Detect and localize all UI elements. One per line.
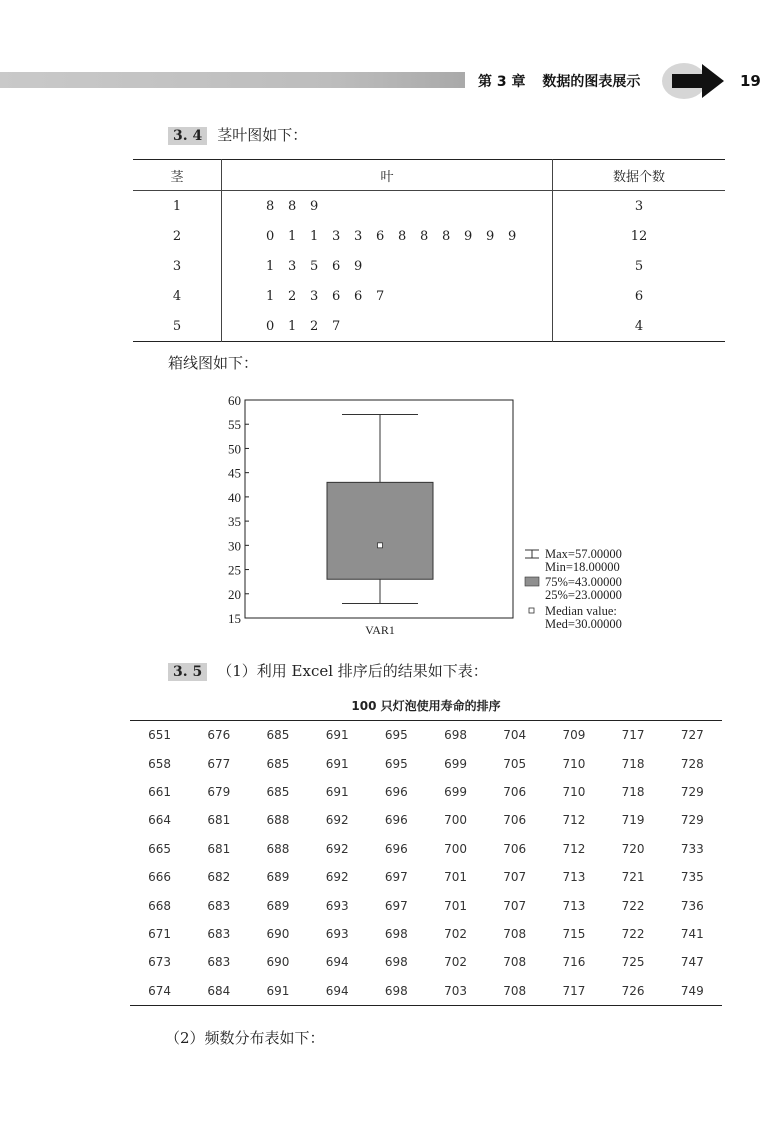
count-cell: 5 <box>553 251 726 281</box>
section-text: （1）利用 Excel 排序后的结果如下表： <box>217 662 488 680</box>
table-cell: 664 <box>148 813 172 828</box>
table-cell: 695 <box>384 756 408 771</box>
table-cell: 651 <box>148 728 172 743</box>
table-cell: 693 <box>325 898 349 913</box>
table-cell: 690 <box>266 926 290 941</box>
table-cell: 715 <box>562 926 586 941</box>
table-cell: 727 <box>680 728 704 743</box>
legend-label: 75%=43.00000 <box>545 575 622 589</box>
column-header-stem: 茎 <box>133 160 222 191</box>
leaf-digit: 9 <box>464 228 473 244</box>
table-cell: 698 <box>444 728 467 743</box>
leaf-digit: 6 <box>332 288 341 304</box>
stem-cell: 2 <box>133 221 222 251</box>
leaf-digit: 8 <box>288 198 297 214</box>
y-tick-label: 55 <box>228 417 241 433</box>
table-row <box>130 806 722 834</box>
table-cell: 716 <box>562 955 586 970</box>
leaf-cell <box>222 191 553 222</box>
table-row <box>130 920 722 948</box>
table-cell: 706 <box>503 813 527 828</box>
box-plot-chart <box>215 390 655 650</box>
leaf-cell <box>222 251 553 281</box>
table-cell: 702 <box>444 926 467 941</box>
table-cell: 673 <box>148 955 172 970</box>
table-cell: 683 <box>207 926 231 941</box>
table-cell: 718 <box>621 784 645 799</box>
x-category-label: VAR1 <box>365 623 395 637</box>
table-cell: 696 <box>384 784 408 799</box>
table-cell: 698 <box>384 983 408 998</box>
table-cell: 689 <box>266 898 290 913</box>
legend-median-icon <box>529 608 534 613</box>
table-cell: 729 <box>680 784 704 799</box>
section-text: 茎叶图如下： <box>217 126 308 144</box>
table-cell: 719 <box>621 813 645 828</box>
table-cell: 699 <box>444 784 467 799</box>
table-cell: 708 <box>503 955 527 970</box>
section-number: 3. 5 <box>168 663 207 681</box>
legend-label: Max=57.00000 <box>545 547 622 561</box>
table-cell: 713 <box>562 898 586 913</box>
table-cell: 710 <box>562 756 586 771</box>
leaf-digit: 0 <box>266 228 275 244</box>
table-cell: 679 <box>207 784 231 799</box>
table-cell: 701 <box>444 898 467 913</box>
count-cell: 12 <box>553 221 726 251</box>
table-cell: 693 <box>325 926 349 941</box>
count-cell: 6 <box>553 281 726 311</box>
leaf-cell <box>222 311 553 342</box>
table-cell: 692 <box>325 841 349 856</box>
leaf-digit: 2 <box>310 318 319 334</box>
leaf-digit: 8 <box>442 228 451 244</box>
table-cell: 736 <box>680 898 704 913</box>
y-tick-label: 50 <box>228 441 241 457</box>
table-cell: 691 <box>325 728 349 743</box>
table-cell: 717 <box>621 728 645 743</box>
table-cell: 683 <box>207 898 231 913</box>
table-row <box>133 191 725 222</box>
stem-leaf-header-row <box>133 160 725 191</box>
y-tick-label: 35 <box>228 514 241 530</box>
table-cell: 705 <box>503 756 527 771</box>
chapter-title: 数据的图表展示 <box>542 74 641 90</box>
table-cell: 668 <box>148 898 172 913</box>
table-cell: 689 <box>266 870 290 885</box>
table-cell: 749 <box>680 983 704 998</box>
table-row <box>130 977 722 1006</box>
leaf-digit: 0 <box>266 318 275 334</box>
leaf-digit: 8 <box>420 228 429 244</box>
stem-cell: 3 <box>133 251 222 281</box>
table-cell: 695 <box>384 728 408 743</box>
table-cell: 741 <box>680 926 704 941</box>
table-cell: 685 <box>266 728 290 743</box>
leaf-digit: 1 <box>288 318 297 334</box>
lifetime-table <box>130 720 722 1006</box>
table-cell: 696 <box>384 813 408 828</box>
leaf-cell <box>222 221 553 251</box>
y-tick-label: 60 <box>228 393 241 408</box>
table-cell: 729 <box>680 813 704 828</box>
leaf-digit: 7 <box>376 288 385 304</box>
leaf-digit: 3 <box>332 228 341 244</box>
table-cell: 699 <box>444 756 467 771</box>
table-row <box>133 251 725 281</box>
leaf-digit: 6 <box>332 258 341 274</box>
leaf-digit: 2 <box>288 288 297 304</box>
table-cell: 681 <box>207 841 231 856</box>
leaf-digit: 1 <box>266 288 275 304</box>
section-3-5-part2: （2）频数分布表如下： <box>165 1029 325 1047</box>
y-tick-label: 40 <box>228 489 241 505</box>
legend-label: Med=30.00000 <box>545 617 622 631</box>
stem-cell: 5 <box>133 311 222 342</box>
table-cell: 665 <box>148 841 172 856</box>
leaf-digit: 9 <box>310 198 319 214</box>
header-bar <box>0 72 470 88</box>
table-cell: 692 <box>325 813 349 828</box>
table-cell: 658 <box>148 756 172 771</box>
table-cell: 733 <box>680 841 704 856</box>
table-cell: 702 <box>444 955 467 970</box>
leaf-digit: 6 <box>376 228 385 244</box>
table-cell: 671 <box>148 926 172 941</box>
table-cell: 698 <box>384 955 408 970</box>
legend-label: 25%=23.00000 <box>545 588 622 602</box>
table-cell: 706 <box>503 784 527 799</box>
table-cell: 717 <box>562 983 586 998</box>
table-row <box>130 891 722 919</box>
y-tick-label: 30 <box>228 538 241 554</box>
table-cell: 691 <box>266 983 290 998</box>
table-cell: 709 <box>562 728 586 743</box>
table-row <box>133 281 725 311</box>
stem-leaf-table <box>133 159 725 342</box>
table-cell: 721 <box>621 870 645 885</box>
leaf-digit: 1 <box>288 228 297 244</box>
table-cell: 697 <box>384 898 408 913</box>
table-row <box>130 948 722 976</box>
table-cell: 708 <box>503 926 527 941</box>
iqr-box <box>327 482 433 579</box>
table-cell: 690 <box>266 955 290 970</box>
page-number: 19 <box>740 72 761 90</box>
leaf-digit: 3 <box>310 288 319 304</box>
table-cell: 696 <box>384 841 408 856</box>
leaf-digit: 5 <box>310 258 319 274</box>
table-cell: 682 <box>207 870 231 885</box>
leaf-digit: 9 <box>486 228 495 244</box>
table-cell: 683 <box>207 955 231 970</box>
leaf-digit: 8 <box>266 198 275 214</box>
leaf-digit: 3 <box>288 258 297 274</box>
table-row <box>133 221 725 251</box>
boxplot-caption: 箱线图如下： <box>168 354 259 372</box>
section-3-5-heading <box>168 660 488 681</box>
table-cell: 684 <box>207 983 231 998</box>
table-cell: 661 <box>148 784 172 799</box>
table-cell: 707 <box>503 898 527 913</box>
y-tick-label: 20 <box>228 586 241 602</box>
column-header-count: 数据个数 <box>553 160 726 191</box>
table-cell: 697 <box>384 870 408 885</box>
table-cell: 701 <box>444 870 467 885</box>
table-cell: 704 <box>503 728 527 743</box>
table-cell: 726 <box>621 983 645 998</box>
leaf-digit: 1 <box>266 258 275 274</box>
table-row <box>130 778 722 806</box>
table-row <box>130 863 722 891</box>
table-cell: 698 <box>384 926 408 941</box>
leaf-digit: 1 <box>310 228 319 244</box>
leaf-digit: 3 <box>354 228 363 244</box>
table-cell: 722 <box>621 926 645 941</box>
table-cell: 725 <box>621 955 645 970</box>
table-cell: 713 <box>562 870 586 885</box>
table-cell: 706 <box>503 841 527 856</box>
table-row <box>130 835 722 863</box>
table-row <box>130 721 722 750</box>
leaf-digit: 9 <box>354 258 363 274</box>
table-cell: 694 <box>325 955 349 970</box>
table-cell: 694 <box>325 983 349 998</box>
table-cell: 703 <box>444 983 467 998</box>
section-3-4-heading <box>168 124 307 145</box>
legend-label: Min=18.00000 <box>545 560 620 574</box>
table-cell: 708 <box>503 983 527 998</box>
median-marker <box>378 543 383 548</box>
table-cell: 747 <box>680 955 704 970</box>
table-cell: 691 <box>325 756 349 771</box>
leaf-digit: 7 <box>332 318 341 334</box>
table-cell: 728 <box>680 756 704 771</box>
chapter-label: 第 3 章 <box>478 74 526 90</box>
table-cell: 692 <box>325 870 349 885</box>
table-row <box>130 749 722 777</box>
stem-cell: 1 <box>133 191 222 222</box>
table-cell: 676 <box>207 728 231 743</box>
table-cell: 712 <box>562 813 586 828</box>
stem-cell: 4 <box>133 281 222 311</box>
count-cell: 3 <box>553 191 726 222</box>
header-bar-divider <box>465 68 473 92</box>
table-cell: 685 <box>266 784 290 799</box>
legend-label: Median value: <box>545 604 617 618</box>
table-cell: 718 <box>621 756 645 771</box>
table-cell: 685 <box>266 756 290 771</box>
y-tick-label: 25 <box>228 562 241 578</box>
table-cell: 712 <box>562 841 586 856</box>
legend-box-icon <box>525 577 539 586</box>
leaf-digit: 9 <box>508 228 517 244</box>
running-header <box>478 71 652 91</box>
table-title: 100 只灯泡使用寿命的排序 <box>351 699 501 713</box>
leaf-cell <box>222 281 553 311</box>
table-cell: 674 <box>148 983 172 998</box>
table-cell: 710 <box>562 784 586 799</box>
table-cell: 720 <box>621 841 645 856</box>
table-cell: 700 <box>444 841 467 856</box>
table-cell: 735 <box>680 870 704 885</box>
table-cell: 688 <box>266 813 290 828</box>
y-tick-label: 45 <box>228 465 241 481</box>
count-cell: 4 <box>553 311 726 342</box>
table-cell: 681 <box>207 813 231 828</box>
section-number: 3. 4 <box>168 127 207 145</box>
y-tick-label: 15 <box>228 611 241 626</box>
table-cell: 691 <box>325 784 349 799</box>
table-cell: 700 <box>444 813 467 828</box>
table-cell: 722 <box>621 898 645 913</box>
table-cell: 677 <box>207 756 231 771</box>
leaf-digit: 8 <box>398 228 407 244</box>
table-cell: 707 <box>503 870 527 885</box>
table-row <box>133 311 725 342</box>
table-cell: 688 <box>266 841 290 856</box>
leaf-digit: 6 <box>354 288 363 304</box>
column-header-leaf: 叶 <box>222 160 553 191</box>
table-cell: 666 <box>148 870 172 885</box>
arrow-icon <box>658 58 728 104</box>
